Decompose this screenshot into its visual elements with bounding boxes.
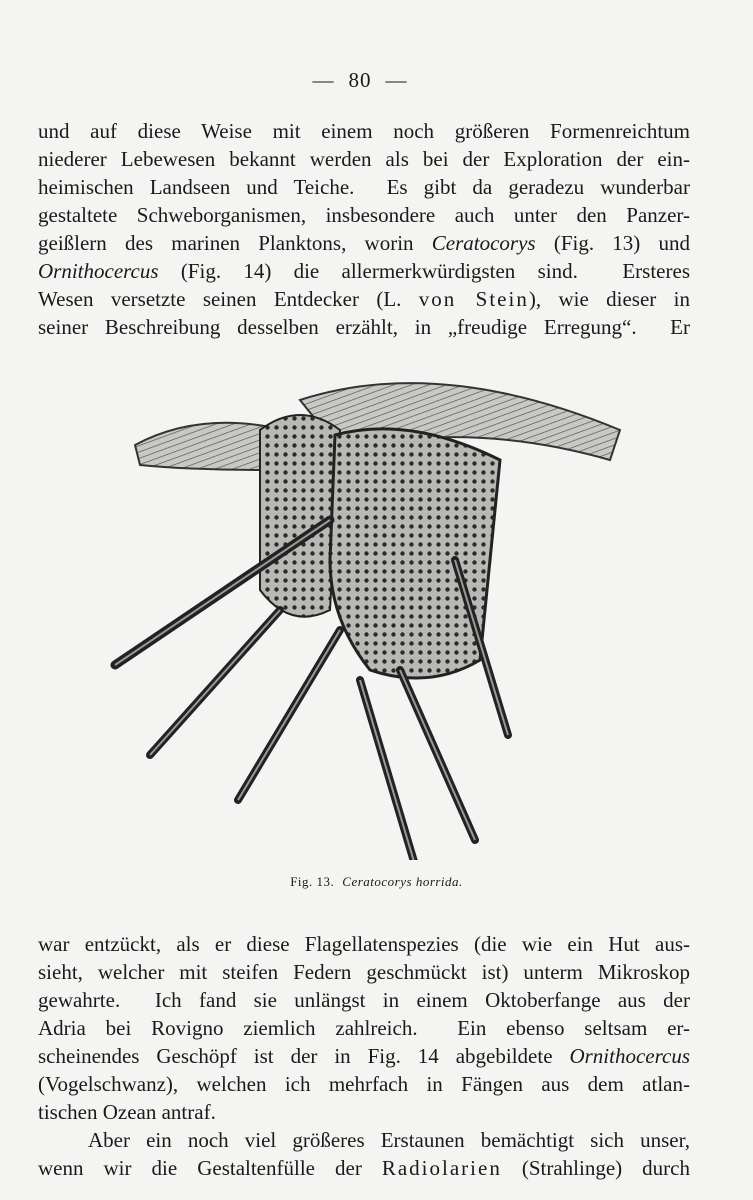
text-segment: gewahrte. Ich fand sie unlängst in einem Oktoberfange aus der — [38, 988, 690, 1012]
text-line — [38, 201, 690, 229]
text-segment: heimischen Landseen und Teiche. Es gibt da geradezu wunderbar — [38, 175, 690, 199]
text-segment: niederer Lebewesen bekannt werden als bei der Exploration der ein- — [38, 147, 690, 171]
page-dash-right: — — [385, 68, 408, 92]
text-segment: tischen Ozean antraf. — [38, 1100, 216, 1124]
text-line — [38, 1042, 690, 1070]
text-segment: geißlern des marinen Planktons, worin — [38, 231, 432, 255]
text-line — [38, 173, 690, 201]
figure-species: Ceratocorys horrida. — [342, 874, 463, 889]
text-segment: war entzückt, als er diese Flagellatenspezies (die wie ein Hut aus- — [38, 932, 690, 956]
page-number-value: 80 — [348, 68, 372, 92]
text-segment: Ceratocorys — [431, 231, 536, 255]
text-segment: (Fig. 13) und — [535, 231, 691, 255]
text-segment: sieht, welcher mit steifen Federn geschmückt ist) unterm Mikroskop — [38, 960, 690, 984]
paragraph-2 — [38, 930, 690, 1126]
text-line — [38, 285, 690, 313]
paragraph-3 — [38, 1126, 690, 1182]
text-line — [38, 117, 690, 145]
text-segment: Radiolarien — [381, 1156, 502, 1180]
text-segment: seiner Beschreibung desselben erzählt, in „freudige Erregung“. Er — [38, 315, 690, 339]
text-line — [38, 1098, 690, 1126]
text-line — [38, 1126, 690, 1154]
text-line — [38, 1014, 690, 1042]
text-segment: (Strahlinge) durch — [501, 1156, 690, 1180]
figure-caption — [0, 874, 753, 890]
text-segment: Aber ein noch viel größeres Erstaunen bemächtigt sich unser, — [88, 1128, 690, 1152]
text-line — [38, 229, 690, 257]
text-segment: wenn wir die Gestaltenfülle der — [38, 1156, 382, 1180]
text-segment: Adria bei Rovigno ziemlich zahlreich. Ein ebenso seltsam er- — [38, 1016, 690, 1040]
text-segment: Wesen versetzte seinen Entdecker (L. — [38, 287, 419, 311]
text-segment: und auf diese Weise mit einem noch größeren Formenreichtum — [38, 119, 690, 143]
paragraph-1 — [38, 117, 690, 341]
text-line — [38, 958, 690, 986]
figure-label: Fig. 13. — [290, 874, 335, 889]
text-line — [38, 145, 690, 173]
text-segment: (Fig. 14) die allermerkwürdigsten sind. Ersteres — [158, 259, 690, 283]
text-segment: Ornithocercus — [569, 1044, 690, 1068]
text-line — [38, 930, 690, 958]
page-number — [0, 68, 720, 93]
text-line — [38, 1070, 690, 1098]
text-line — [38, 1154, 690, 1182]
text-line — [38, 986, 690, 1014]
text-line — [38, 257, 690, 285]
text-segment: (Vogelschwanz), welchen ich mehrfach in Fängen aus dem atlan- — [38, 1072, 690, 1096]
text-segment: ), wie dieser in — [528, 287, 690, 311]
figure-ceratocorys-illustration — [110, 360, 630, 860]
page-dash-left: — — [312, 68, 335, 92]
text-segment: scheinendes Geschöpf ist der in Fig. 14 abgebildete — [38, 1044, 570, 1068]
text-segment: gestaltete Schweborganismen, insbesondere auch unter den Panzer- — [38, 203, 690, 227]
text-segment: Ornithocercus — [38, 259, 159, 283]
text-line — [38, 313, 690, 341]
text-segment: von Stein — [418, 287, 529, 311]
